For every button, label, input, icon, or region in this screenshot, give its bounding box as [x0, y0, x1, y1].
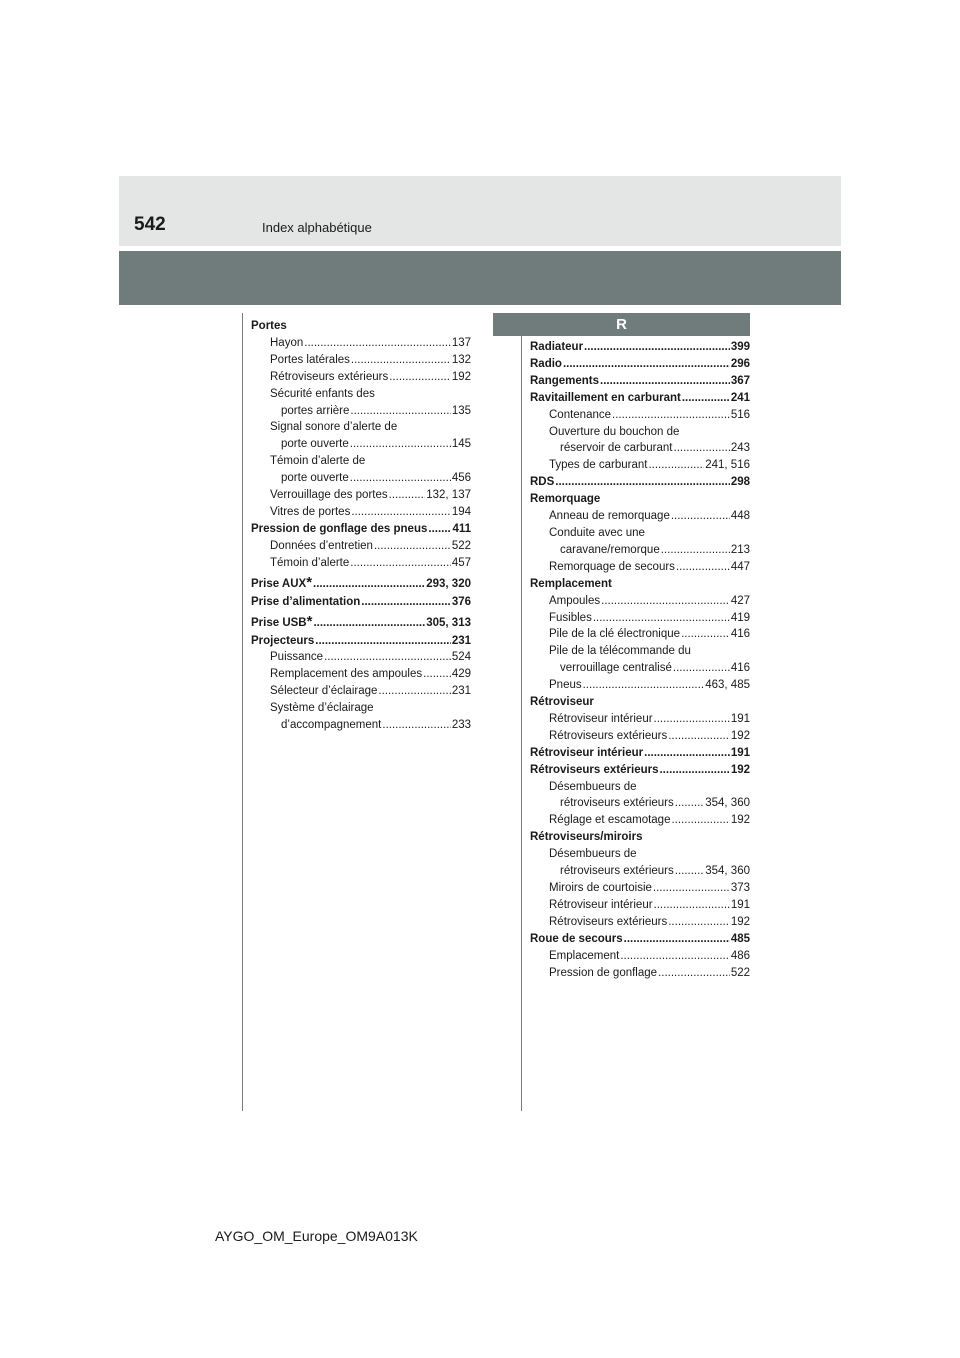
- index-entry-pages: 137: [451, 336, 471, 349]
- index-entry-label: Puissance: [270, 651, 324, 664]
- index-entry-label: Hayon: [270, 336, 304, 349]
- index-entry: [530, 711, 750, 728]
- dot-leader: [351, 352, 451, 369]
- index-entry-label: caravane/remorque: [560, 543, 660, 556]
- index-entry-label: Désembueurs de: [549, 780, 637, 793]
- index-entry-label: rétroviseurs extérieurs: [560, 797, 674, 810]
- index-entry-label: Pression de gonflage des pneus: [251, 522, 428, 535]
- dot-leader: [601, 593, 730, 610]
- column-divider-middle: [521, 313, 522, 1111]
- index-entry-label: porte ouverte: [281, 472, 349, 485]
- index-entry: [251, 594, 471, 611]
- index-entry: [530, 914, 750, 931]
- dot-leader: [682, 390, 730, 407]
- dot-leader: [382, 717, 450, 734]
- index-entry: [530, 728, 750, 745]
- index-entry-pages: 463, 485: [705, 679, 750, 692]
- index-entry-pages: 231: [451, 634, 471, 647]
- dot-leader: [584, 339, 730, 356]
- dot-leader: [671, 508, 730, 525]
- index-entry-pages: 399: [730, 341, 750, 353]
- dot-leader: [350, 470, 451, 487]
- index-entry-pages: 427: [730, 594, 750, 607]
- index-entry: [530, 897, 750, 914]
- index-entry: [530, 846, 750, 863]
- index-entry-pages: 416: [730, 628, 750, 641]
- index-entry-label: Rétroviseurs/miroirs: [530, 831, 643, 844]
- index-entry-label: Rétroviseurs extérieurs: [549, 729, 668, 742]
- dot-leader: [644, 745, 730, 762]
- dot-leader: [654, 711, 730, 728]
- dot-leader: [612, 407, 730, 424]
- index-entry-label: Désembueurs de: [549, 848, 637, 861]
- index-entry: [530, 457, 750, 474]
- index-entry-pages: 354, 360: [705, 797, 750, 810]
- index-entry-pages: 192: [730, 729, 750, 742]
- index-entry: [530, 508, 750, 525]
- index-entry: [530, 610, 750, 627]
- index-entry: [530, 965, 750, 982]
- index-column-left: [251, 318, 471, 734]
- index-entry: [530, 762, 750, 779]
- footnote-asterisk: *: [306, 612, 313, 630]
- index-entry-label: Remorquage: [530, 493, 601, 506]
- dot-leader: [648, 457, 704, 474]
- index-column-right: [530, 339, 750, 981]
- index-entry-pages: 135: [451, 404, 471, 417]
- index-entry: [530, 390, 750, 407]
- dot-leader: [351, 504, 450, 521]
- dot-leader: [378, 683, 450, 700]
- index-entry-pages: 429: [451, 668, 471, 681]
- index-entry-label: Pile de la clé électronique: [549, 628, 681, 641]
- index-entry-label: Sécurité enfants des: [270, 387, 375, 400]
- index-entry-label: portes arrière: [281, 404, 350, 417]
- index-entry-pages: 522: [451, 539, 471, 552]
- index-entry: [530, 576, 750, 593]
- index-entry: [530, 373, 750, 390]
- index-entry-label: Ouverture du bouchon de: [549, 425, 680, 438]
- index-entry-pages: 373: [730, 882, 750, 894]
- dot-leader: [583, 677, 705, 694]
- index-entry: [251, 487, 471, 504]
- index-entry-pages: 296: [730, 357, 750, 370]
- index-entry: [530, 440, 750, 457]
- index-entry: [530, 660, 750, 677]
- index-entry-label: Verrouillage des portes: [270, 489, 388, 502]
- index-entry: [530, 779, 750, 796]
- index-entry: [251, 538, 471, 555]
- index-entry: [530, 880, 750, 897]
- index-entry: [530, 626, 750, 643]
- index-entry: [530, 356, 750, 373]
- index-entry: [251, 700, 471, 717]
- dot-leader: [555, 474, 730, 491]
- index-entry-pages: 457: [451, 556, 471, 569]
- index-entry-label: Conduite avec une: [549, 526, 645, 539]
- dot-leader: [313, 574, 425, 594]
- index-entry: [530, 694, 750, 711]
- index-entry: [530, 491, 750, 508]
- index-entry-label: Rétroviseur intérieur: [530, 746, 644, 759]
- dot-leader: [659, 762, 729, 779]
- index-entry: [530, 931, 750, 948]
- dot-leader: [620, 948, 730, 965]
- page-number: 542: [134, 214, 166, 235]
- dot-leader: [389, 487, 426, 504]
- index-entry-label: Radio: [530, 357, 562, 370]
- index-entry-label: Témoin d’alerte: [270, 556, 350, 569]
- index-entry-label: Anneau de remorquage: [549, 510, 670, 523]
- index-entry-label: Signal sonore d’alerte de: [270, 421, 398, 434]
- index-entry-label: Pression de gonflage: [549, 966, 658, 979]
- dot-leader: [313, 613, 425, 633]
- index-entry: [251, 335, 471, 352]
- index-entry-label: Rétroviseur: [530, 696, 594, 709]
- index-entry: [251, 386, 471, 403]
- index-entry-pages: 243: [730, 442, 750, 455]
- index-entry: [251, 436, 471, 453]
- index-entry-label: d’accompagnement: [281, 719, 382, 732]
- index-entry: [530, 795, 750, 812]
- index-entry: [530, 812, 750, 829]
- dot-leader: [423, 666, 451, 683]
- dot-leader: [324, 649, 451, 666]
- index-entry-label: Portes latérales: [270, 353, 350, 366]
- dot-leader: [675, 863, 704, 880]
- dot-leader: [361, 594, 451, 611]
- index-entry-pages: 456: [451, 472, 471, 485]
- index-entry-pages: 192: [730, 814, 750, 827]
- index-entry-label: Ampoules: [549, 594, 601, 607]
- index-entry-pages: 367: [730, 374, 750, 387]
- index-entry-pages: 524: [451, 651, 471, 664]
- index-entry: [251, 419, 471, 436]
- index-entry: [251, 612, 471, 633]
- index-entry-pages: 192: [451, 370, 471, 383]
- dot-leader: [428, 521, 451, 538]
- dot-leader: [374, 538, 451, 555]
- index-entry-pages: 486: [730, 949, 750, 962]
- index-entry: [251, 717, 471, 734]
- dot-leader: [654, 897, 730, 914]
- index-entry-pages: 376: [451, 595, 471, 608]
- index-entry-pages: 191: [730, 712, 750, 725]
- index-entry: [530, 745, 750, 762]
- index-entry-label: Rangements: [530, 374, 600, 387]
- index-entry-pages: 192: [730, 915, 750, 928]
- index-entry: [530, 593, 750, 610]
- dot-leader: [681, 626, 730, 643]
- index-entry: [251, 683, 471, 700]
- index-entry-pages: 231: [451, 685, 471, 698]
- dot-leader: [389, 369, 451, 386]
- index-entry-pages: 192: [730, 763, 750, 776]
- index-entry-pages: 191: [730, 746, 750, 759]
- index-entry: [251, 555, 471, 572]
- index-entry: [251, 573, 471, 594]
- index-entry-label: Rétroviseurs extérieurs: [549, 915, 668, 928]
- dot-leader: [304, 335, 451, 352]
- index-entry-pages: 419: [730, 611, 750, 624]
- index-entry: [251, 318, 471, 335]
- index-entry: [530, 948, 750, 965]
- index-entry: [530, 829, 750, 846]
- index-entry-label: Remorquage de secours: [549, 560, 675, 573]
- dot-leader: [350, 403, 450, 420]
- index-entry-label: Sélecteur d’éclairage: [270, 685, 378, 698]
- index-entry: [251, 369, 471, 386]
- index-entry-pages: 298: [730, 476, 750, 489]
- index-entry: [530, 424, 750, 441]
- index-entry-pages: 411: [452, 522, 471, 535]
- index-entry-pages: 305, 313: [426, 616, 471, 629]
- index-entry: [530, 407, 750, 424]
- dot-leader: [671, 812, 729, 829]
- section-band: [119, 251, 841, 305]
- index-entry-label: verrouillage centralisé: [560, 662, 672, 675]
- dot-leader: [315, 633, 451, 650]
- index-entry-label: Fusibles: [549, 611, 592, 624]
- index-entry-pages: 132, 137: [426, 489, 471, 502]
- index-entry: [530, 339, 750, 356]
- dot-leader: [653, 880, 730, 897]
- index-entry-label: Remplacement des ampoules: [270, 668, 423, 681]
- index-entry-label: rétroviseurs extérieurs: [560, 865, 674, 878]
- index-entry-label: Prise USB: [251, 616, 307, 629]
- index-entry-label: Prise AUX: [251, 577, 307, 590]
- dot-leader: [676, 559, 730, 576]
- dot-leader: [668, 728, 730, 745]
- index-entry: [251, 504, 471, 521]
- dot-leader: [658, 965, 730, 982]
- index-entry-label: Remplacement: [530, 577, 612, 590]
- index-entry-label: Vitres de portes: [270, 505, 351, 518]
- index-entry-label: Rétroviseur intérieur: [549, 712, 653, 725]
- index-entry-pages: 447: [730, 560, 750, 573]
- index-entry-label: réservoir de carburant: [560, 442, 673, 455]
- footnote-asterisk: *: [306, 573, 313, 591]
- dot-leader: [624, 931, 730, 948]
- index-entry-label: Types de carburant: [549, 459, 648, 472]
- index-entry: [530, 863, 750, 880]
- index-entry: [251, 470, 471, 487]
- dot-leader: [350, 555, 451, 572]
- index-entry: [530, 559, 750, 576]
- dot-leader: [563, 356, 730, 373]
- index-entry-pages: 213: [730, 543, 750, 556]
- index-entry: [251, 633, 471, 650]
- index-entry: [251, 666, 471, 683]
- footer-document-code: AYGO_OM_Europe_OM9A013K: [215, 1228, 418, 1244]
- index-entry: [251, 403, 471, 420]
- index-entry-label: Rétroviseur intérieur: [549, 898, 653, 911]
- dot-leader: [675, 795, 704, 812]
- dot-leader: [673, 660, 730, 677]
- index-entry-label: Portes: [251, 320, 287, 332]
- index-entry-pages: 416: [730, 662, 750, 675]
- header-title: Index alphabétique: [262, 220, 372, 235]
- index-entry-label: Prise d’alimentation: [251, 595, 361, 608]
- index-entry: [530, 474, 750, 491]
- index-entry-label: Rétroviseurs extérieurs: [530, 763, 659, 776]
- index-entry-label: Système d’éclairage: [270, 702, 374, 715]
- index-entry-pages: 233: [451, 719, 471, 732]
- index-entry-label: Radiateur: [530, 341, 584, 353]
- index-entry: [530, 677, 750, 694]
- index-entry-pages: 448: [730, 510, 750, 523]
- index-entry-pages: 354, 360: [705, 865, 750, 878]
- section-letter-tab: R: [493, 313, 750, 336]
- index-entry-label: Données d’entretien: [270, 539, 373, 552]
- column-divider-left: [242, 313, 243, 1111]
- index-entry-pages: 145: [451, 438, 471, 451]
- index-entry-pages: 516: [730, 408, 750, 421]
- dot-leader: [674, 440, 730, 457]
- index-entry-label: Rétroviseurs extérieurs: [270, 370, 389, 383]
- index-entry-label: porte ouverte: [281, 438, 349, 451]
- index-entry: [530, 525, 750, 542]
- dot-leader: [350, 436, 451, 453]
- index-entry: [251, 649, 471, 666]
- index-entry-label: Miroirs de courtoisie: [549, 882, 652, 894]
- dot-leader: [600, 373, 730, 390]
- dot-leader: [668, 914, 730, 931]
- index-entry-pages: 485: [730, 932, 750, 945]
- index-entry-label: Projecteurs: [251, 634, 315, 647]
- index-entry-label: Pile de la télécommande du: [549, 645, 691, 658]
- index-entry-label: Réglage et escamotage: [549, 814, 671, 827]
- index-entry-label: RDS: [530, 476, 555, 489]
- index-entry-pages: 241: [730, 391, 750, 404]
- index-entry: [251, 352, 471, 369]
- index-entry-label: Témoin d’alerte de: [270, 455, 366, 468]
- index-entry-pages: 132: [451, 353, 471, 366]
- index-entry-label: Roue de secours: [530, 932, 623, 945]
- index-entry-pages: 241, 516: [705, 459, 750, 472]
- index-entry-pages: 522: [730, 966, 750, 979]
- dot-leader: [593, 610, 730, 627]
- index-entry-label: Contenance: [549, 408, 612, 421]
- index-entry-pages: 191: [730, 898, 750, 911]
- index-entry: [530, 542, 750, 559]
- index-entry-label: Ravitaillement en carburant: [530, 391, 681, 404]
- index-entry: [251, 453, 471, 470]
- dot-leader: [661, 542, 730, 559]
- index-entry-pages: 293, 320: [426, 577, 471, 590]
- header-band: [119, 176, 841, 246]
- index-entry-pages: 194: [451, 505, 471, 518]
- index-entry: [530, 643, 750, 660]
- index-entry-label: Pneus: [549, 679, 582, 692]
- index-entry-label: Emplacement: [549, 949, 620, 962]
- index-entry: [251, 521, 471, 538]
